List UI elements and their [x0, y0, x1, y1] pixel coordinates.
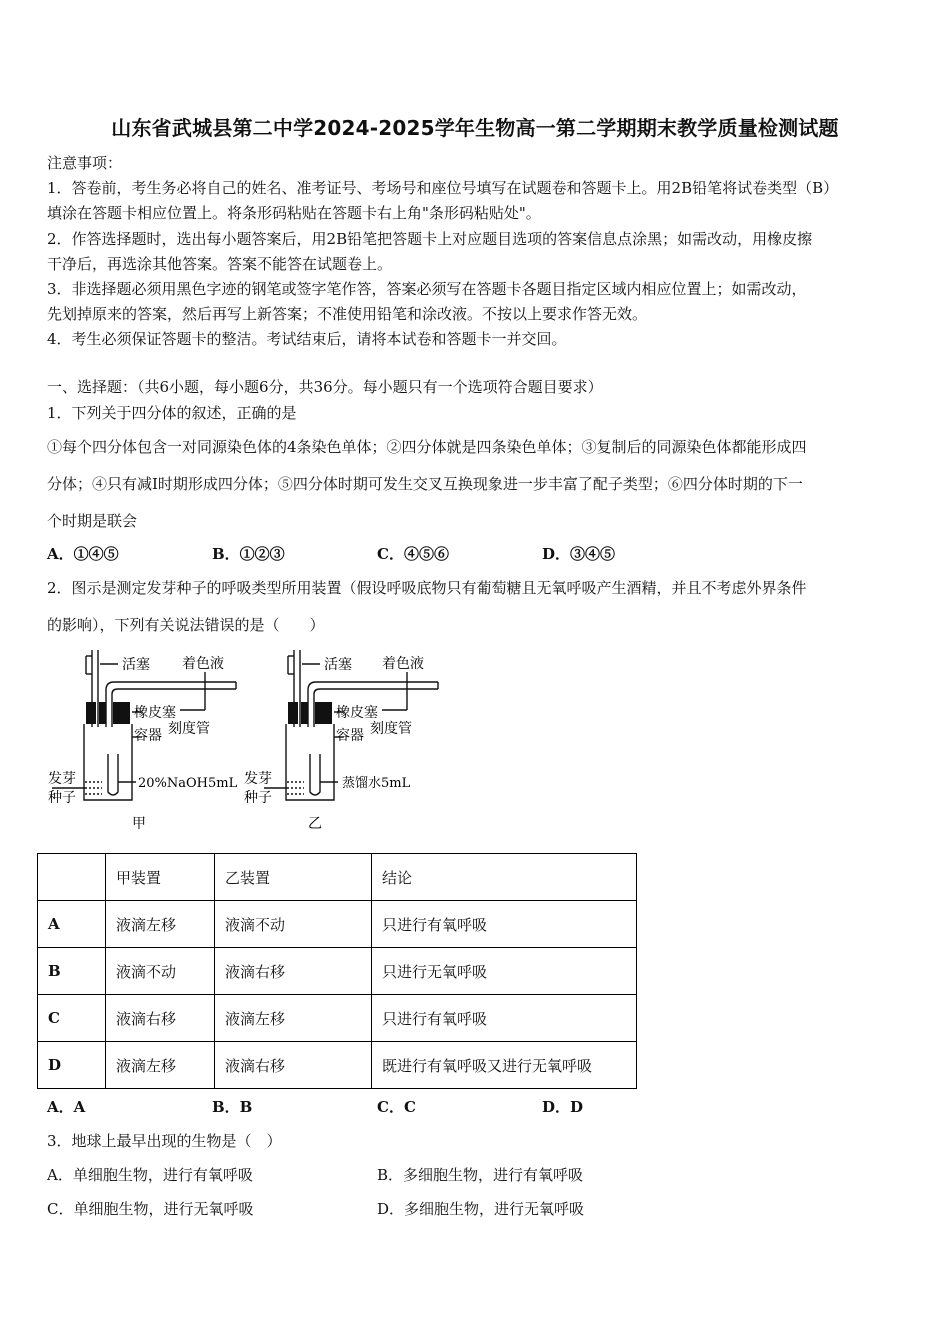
- notice-heading: 注意事项：: [47, 154, 123, 172]
- q2-option-d[interactable]: D．D: [542, 1098, 584, 1116]
- label-container: 容器: [134, 728, 162, 744]
- label-seeds: 发芽: [48, 771, 76, 787]
- stopper-block: [288, 702, 298, 724]
- notice-line: 3．非选择题必须用黑色字迹的钢笔或签字笔作答，答案必须写在答题卡各题目指定区域内相应位置上；如需改动，: [47, 280, 807, 298]
- label-stopcock: 活塞: [122, 657, 150, 673]
- q1-line: 个时期是联会: [47, 512, 138, 530]
- caption-jia: 甲: [132, 816, 146, 832]
- table-cell: 液滴右移: [215, 948, 372, 995]
- table-header-row: [38, 854, 637, 901]
- label-seeds: 发芽: [244, 771, 272, 787]
- table-cell: 只进行有氧呼吸: [372, 901, 637, 948]
- q3-option-d[interactable]: D．多细胞生物，进行无氧呼吸: [377, 1200, 585, 1218]
- notice-line: 4．考生必须保证答题卡的整洁。考试结束后，请将本试卷和答题卡一并交回。: [47, 330, 567, 348]
- stopper-block: [86, 702, 96, 724]
- table-cell: 液滴右移: [215, 1042, 372, 1089]
- table-row: [38, 901, 637, 948]
- q2-option-c[interactable]: C．C: [377, 1098, 416, 1116]
- label-liquid: 蒸馏水5mL: [342, 776, 411, 791]
- q2-option-b[interactable]: B．B: [212, 1098, 253, 1116]
- label-stopper: 橡皮塞: [336, 705, 378, 721]
- notice-line: 填涂在答题卡相应位置上。将条形码粘贴在答题卡右上角"条形码粘贴处"。: [47, 204, 541, 222]
- table-cell: 液滴左移: [215, 995, 372, 1042]
- table-cell: D: [38, 1042, 106, 1089]
- table-cell: 液滴左移: [106, 1042, 215, 1089]
- label-stopcock: 活塞: [324, 657, 352, 673]
- table-cell: 只进行有氧呼吸: [372, 995, 637, 1042]
- respiration-apparatus-figure: [40, 642, 460, 842]
- stopper-block: [113, 702, 130, 724]
- label-container: 容器: [336, 728, 364, 744]
- q2-stem: 的影响），下列有关说法错误的是（ ）: [47, 616, 325, 634]
- q1-option-c[interactable]: C．④⑤⑥: [377, 545, 449, 563]
- label-dye: 着色液: [182, 656, 224, 672]
- table-cell: 液滴不动: [215, 901, 372, 948]
- table-row: [38, 1042, 637, 1089]
- label-tube: 刻度管: [370, 721, 412, 737]
- page-title: 山东省武城县第二中学2024-2025学年生物高一第二学期期末教学质量检测试题: [111, 116, 839, 140]
- q3-stem: 3．地球上最早出现的生物是（ ）: [47, 1132, 282, 1150]
- stopper-block: [315, 702, 332, 724]
- table-cell: 液滴不动: [106, 948, 215, 995]
- table-header-cell: 乙装置: [215, 854, 372, 901]
- q2-option-a[interactable]: A．A: [47, 1098, 86, 1116]
- q3-option-a[interactable]: A．单细胞生物，进行有氧呼吸: [47, 1166, 253, 1184]
- notice-line: 2．作答选择题时，选出每小题答案后，用2B铅笔把答题卡上对应题目选项的答案信息点涂黑；如需改动，用橡皮擦: [47, 230, 813, 248]
- q1-line: ①每个四分体包含一对同源染色体的4条染色单体；②四分体就是四条染色单体；③复制后的同源染色体都能形成四: [47, 438, 807, 456]
- q1-option-a[interactable]: A．①④⑤: [47, 545, 119, 563]
- q1-option-b[interactable]: B．①②③: [212, 545, 285, 563]
- q1-stem: 1．下列关于四分体的叙述，正确的是: [47, 404, 297, 422]
- caption-yi: 乙: [308, 816, 322, 832]
- q2-stem: 2．图示是测定发芽种子的呼吸类型所用装置（假设呼吸底物只有葡萄糖且无氧呼吸产生酒精，并且不考虑外界条件: [47, 579, 807, 597]
- q1-option-d[interactable]: D．③④⑤: [542, 545, 616, 563]
- stopper-block: [301, 702, 308, 724]
- table-row: [38, 948, 637, 995]
- table-cell: C: [38, 995, 106, 1042]
- stopper-block: [99, 702, 106, 724]
- label-tube: 刻度管: [168, 721, 210, 737]
- table-cell: A: [38, 901, 106, 948]
- notice-line: 1．答卷前，考生务必将自己的姓名、准考证号、考场号和座位号填写在试题卷和答题卡上。用2B铅笔将试卷类型（B）: [47, 179, 839, 197]
- table-header-cell: [38, 854, 106, 901]
- section-heading: 一、选择题：（共6小题，每小题6分，共36分。每小题只有一个选项符合题目要求）: [47, 378, 603, 396]
- table-cell: 液滴左移: [106, 901, 215, 948]
- table-cell: 只进行无氧呼吸: [372, 948, 637, 995]
- label-liquid: 20%NaOH5mL: [138, 776, 238, 791]
- q3-option-c[interactable]: C．单细胞生物，进行无氧呼吸: [47, 1200, 254, 1218]
- label-seeds: 种子: [48, 790, 76, 806]
- q1-line: 分体；④只有减Ⅰ时期形成四分体；⑤四分体时期可发生交叉互换现象进一步丰富了配子类型；⑥四分体时期的下一: [47, 475, 803, 493]
- notice-line: 先划掉原来的答案，然后再写上新答案；不准使用铅笔和涂改液。不按以上要求作答无效。: [47, 305, 648, 323]
- notice-line: 干净后，再选涂其他答案。答案不能答在试题卷上。: [47, 255, 393, 273]
- label-seeds: 种子: [244, 790, 272, 806]
- label-stopper: 橡皮塞: [134, 705, 176, 721]
- table-header-cell: 甲装置: [106, 854, 215, 901]
- q3-option-b[interactable]: B．多细胞生物，进行有氧呼吸: [377, 1166, 584, 1184]
- table-row: [38, 995, 637, 1042]
- table-cell: 既进行有氧呼吸又进行无氧呼吸: [372, 1042, 637, 1089]
- table-header-cell: 结论: [372, 854, 637, 901]
- table-cell: B: [38, 948, 106, 995]
- q2-table: [37, 853, 637, 1089]
- label-dye: 着色液: [382, 656, 424, 672]
- table-cell: 液滴右移: [106, 995, 215, 1042]
